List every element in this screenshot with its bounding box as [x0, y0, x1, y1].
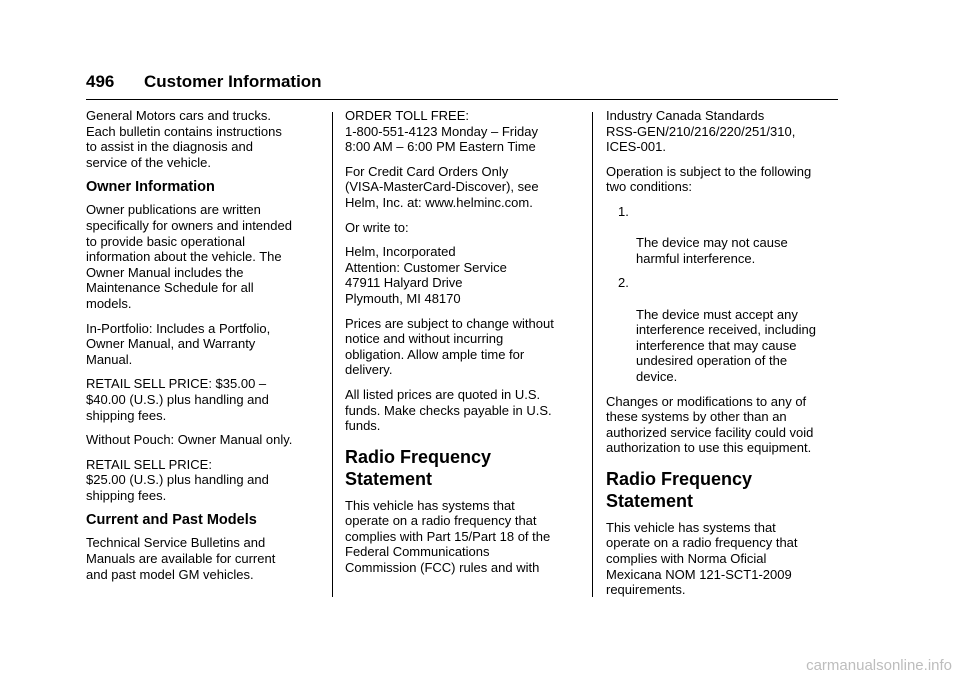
paragraph-order-toll-free: ORDER TOLL FREE: 1-800-551-4123 Monday – Friday 8:00 AM – 6:00 PM Eastern Time [345, 108, 538, 155]
column-2 [345, 108, 585, 585]
page-title: Customer Information [144, 72, 322, 91]
column-divider-1 [332, 112, 333, 597]
paragraph-without-pouch: Without Pouch: Owner Manual only. [86, 432, 293, 448]
list-item-text: The device must accept any interference received, including interference that may cause undesired operation of the device. [636, 306, 816, 384]
paragraph-owner-publications: Owner publications are written specifically for owners and intended to provide basic operational information about the vehicle. The Owner Manual includes the Maintenance Schedule for all models. [86, 202, 292, 311]
paragraph-operation-conditions: Operation is subject to the following two conditions: [606, 163, 812, 195]
paragraph-retail-price-1: RETAIL SELL PRICE: $35.00 – $40.00 (U.S.) plus handling and shipping fees. [86, 376, 269, 423]
page-number: 496 [86, 72, 115, 91]
column-1 [86, 108, 324, 591]
conditions-list [606, 204, 846, 385]
paragraph-credit-card: For Credit Card Orders Only (VISA-MasterCard-Discover), see Helm, Inc. at: www.helminc.com. [345, 163, 539, 210]
paragraph-service-bulletins: Technical Service Bulletins and Manuals are available for current and past model GM vehicles. [86, 535, 276, 582]
paragraph-us-funds: All listed prices are quoted in U.S. funds. Make checks payable in U.S. funds. [345, 386, 552, 434]
paragraph-industry-canada: Industry Canada Standards RSS-GEN/210/216/220/251/310, ICES-001. [606, 108, 796, 155]
list-item-number: 1. [618, 203, 629, 219]
heading-current-past-models: Current and Past Models [86, 512, 257, 529]
list-item-text: The device may not cause harmful interference. [636, 235, 788, 266]
paragraph-in-portfolio: In-Portfolio: Includes a Portfolio, Owner Manual, and Warranty Manual. [86, 320, 271, 367]
paragraph-gm-bulletins: General Motors cars and trucks. Each bulletin contains instructions to assist in the diagnosis and service of the vehicle. [86, 108, 282, 170]
heading-radio-frequency-statement: Radio Frequency Statement [606, 468, 753, 511]
column-3 [606, 108, 846, 607]
list-item-number: 2. [618, 275, 629, 291]
paragraph-nom-compliance: This vehicle has systems that operate on a radio frequency that complies with Norma Oficial Mexicana NOM 121-SCT1-2009 requirements. [606, 519, 798, 598]
paragraph-changes-modifications: Changes or modifications to any of these systems by other than an authorized service facility could void authorization to use this equipment. [606, 393, 814, 456]
paragraph-prices-change: Prices are subject to change without notice and without incurring obligation. Allow ample time for delivery. [345, 315, 554, 378]
watermark: carmanualsonline.info [806, 657, 952, 674]
paragraph-retail-price-2: RETAIL SELL PRICE: $25.00 (U.S.) plus handling and shipping fees. [86, 456, 269, 503]
paragraph-fcc-compliance: This vehicle has systems that operate on a radio frequency that complies with Part 15/Part 18 of the Federal Communications Commission (FCC) rules and with [345, 497, 551, 576]
list-item [606, 275, 846, 384]
heading-owner-information: Owner Information [86, 179, 215, 196]
column-divider-2 [592, 112, 593, 597]
header-rule [86, 99, 838, 100]
paragraph-helm-address: Helm, Incorporated Attention: Customer Service 47911 Halyard Drive Plymouth, MI 48170 [345, 244, 507, 306]
list-item [606, 204, 846, 266]
paragraph-write-to: Or write to: [345, 219, 409, 235]
page-header [86, 68, 838, 100]
heading-radio-frequency-statement: Radio Frequency Statement [345, 446, 492, 489]
